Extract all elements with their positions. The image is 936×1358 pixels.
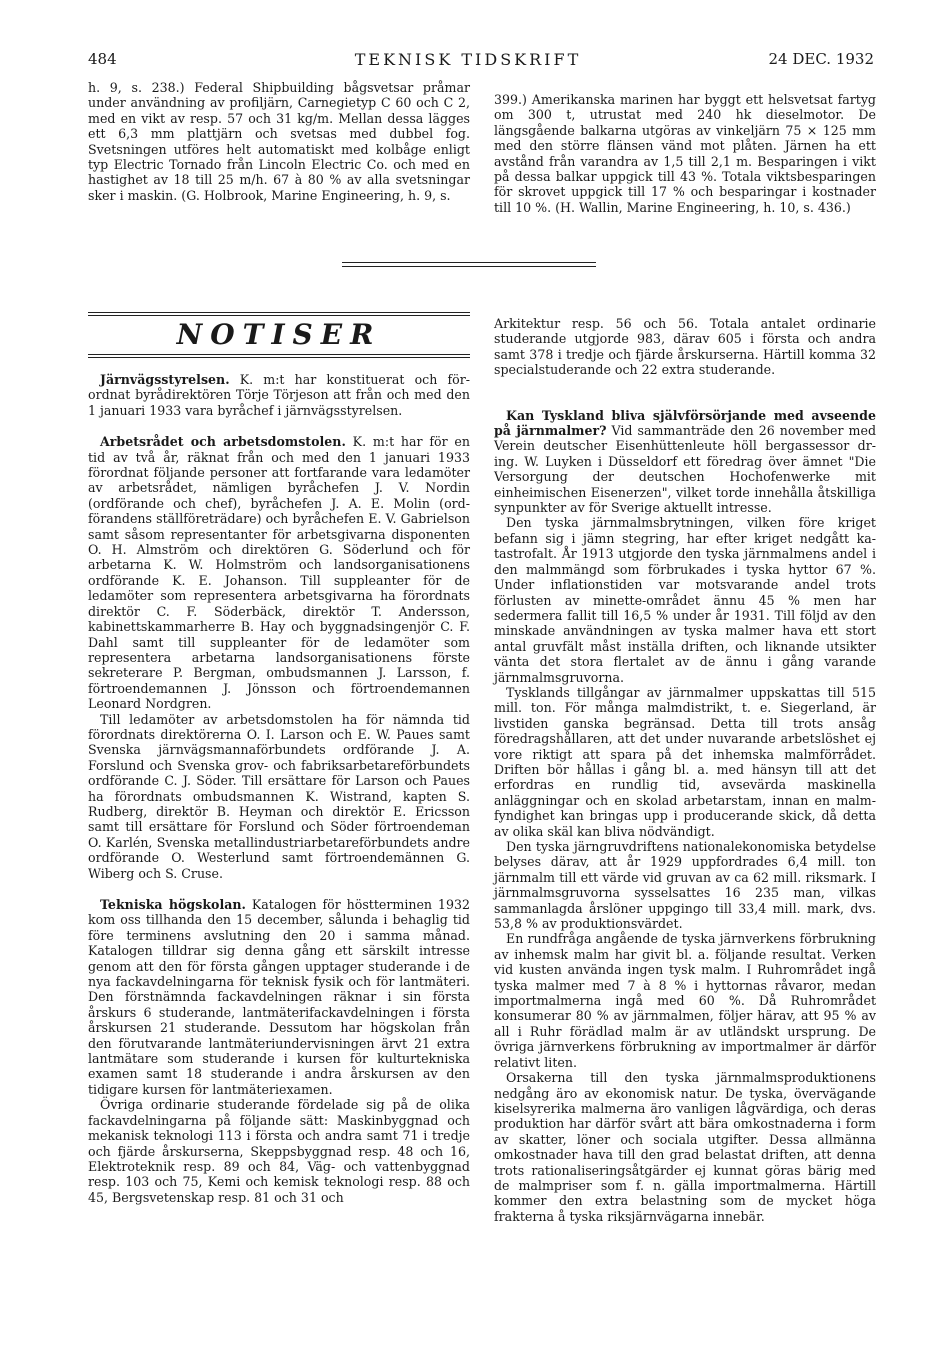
article-divider — [342, 266, 596, 267]
section-heading: NOTISER — [176, 318, 382, 351]
paragraph: En rundfråga angående de tyska järnverkens förbrukning av inhemsk malm har givit bl. a. följande resultat. Verken vid kusten använda ingen tysk malm. I Ruhrområdet ingå tyska malmer med 7 à 8 % i hyttornas råvaror, medan importmalmerna ingå med 60 %. Då Ruhrområdet konsumerar 80 % av järnmalmen, följer härav, att 95 % av all i Ruhr förädlad malm är av utländskt ursprung. De övriga järnverkens förbrukning av importmalmer är därför relativt liten. — [494, 931, 876, 1070]
section-rule — [88, 312, 470, 313]
paragraph: Den tyska järngruvdriftens nationalekonomiska betydelse belyses därav, att år 1929 uppfordrades 6,4 mill. ton järnmalm till ett värde vid gruvan av ca 62 mill. riksmark. I järnmalmsgruvorna sysselsattes 16 235 man, vilkas sammanlagda årslöner uppgingo till 33,4 mill. mark, dvs. 53,8 % av produktionsvärdet. — [494, 839, 876, 932]
notice-tyskland — [494, 408, 876, 516]
article-continuation-left — [88, 80, 470, 203]
paragraph: Tysklands tillgångar av järnmalmer uppskattas till 515 mill. ton. För många malmdistrikt, t. e. Siegerland, är livstiden ganska begränsad. Detta till trots ansåg föredragshållaren, att det under nuvarande arbetslöshet ej vore riktigt att spara på det inhemska malmförrådet. Driften bör hållas i gång bl. a. med hänsyn till att det erfordras en rundlig tid, avsevärda maskinella anläggningar och en skolad arbetarstam, innan en malmfyndighet kan bringas upp i producerande skick, då detta av olika skäl kan bliva nödvändigt. — [494, 684, 876, 839]
right-column — [494, 316, 876, 1224]
left-column — [88, 372, 470, 1205]
paragraph: Till ledamöter av arbetsdomstolen ha för nämnda tid förordnats direktörerna O. I. Larson och E. W. Paues samt Svenska järnvägsmannaförbundets ordförande J. A. Forslund och Svenska grov- och fabriksarbetareförbundets ordförande C. J. Söder. Till ersättare för Larson och Paues ha förordnats ombudsmannen K. Wistrand, kapten S. Rudberg, direktör B. Heyman och direktör E. Ericsson samt till ersättare för Forslund och Söder förtroendeman O. Karlén, Svenska metallindustriarbetareförbundets andre ordförande O. Westerlund samt förtroendemännen G. Wiberg och S. Cruse. — [88, 711, 470, 881]
article-divider — [342, 262, 596, 263]
section-rule — [88, 354, 470, 355]
paragraph: 399.) Amerikanska marinen har byggt ett helsvetsat fartyg om 300 t, utrustat med 240 hk dieselmotor. De längsgående balkarna utgöras av vinkeljärn 75 × 125 mm med den större flänsen vänd mot plåten. Järnen ha ett avstånd från varandra av 1,5 till 2,1 m. Besparingen i vikt på dessa balkar uppgick till 43 %. Totala viktsbesparingen för skrovet uppgick till 17 % och besparingar i kostnader till 10 %. (H. Wallin, Marine Engineering, h. 10, s. 436.) — [494, 92, 876, 215]
notice-arbetsradet — [88, 434, 470, 711]
issue-date: 24 DEC. 1932 — [768, 50, 874, 68]
notice-tekniska-hogskolan — [88, 897, 470, 1097]
article-continuation-right — [494, 92, 876, 215]
notice-text: K. m:t har för en tid av två år, räknat från och med den 1 januari 1933 förordnat följande personer att fortfarande vara ledamöter av arbetsrådet, nämligen byråchefen J. V. Nordin (ordförande och chef), byråchefen J. A. E. Molin (ordförandens ställföreträdare) och byråchefen E. V. Gabrielson samt såsom representanter för arbetsgivarna disponenten O. H. Almström och direktören G. Söderlund och för arbetarna K. W. Holmström och landsorganisationens ordförande K. E. Johanson. Till suppleanter för de ledamöter som representera arbetsgivarna ha förordnats direktör C. F. Söderbäck, direktör T. Andersson, kabinettskammarherre B. Hay och byggnadsingenjör C. F. Dahl samt till suppleanter för de ledamöter som representera arbetarna landsorganisationens förste sekreterare P. Bergman, ombudsmannen J. Larsson, f. förtroendemannen J. Jönsson och förtroendemannen Leonard Nordgren. — [88, 434, 470, 712]
paragraph: Arkitektur resp. 56 och 56. Totala antalet ordinarie studerande utgjorde 983, därav 605 i första och andra samt 378 i tredje och fjärde årskurserna. Härtill komma 32 specialstuderande och 22 extra studerande. — [494, 316, 876, 378]
notice-text: Vid sammanträde den 26 november med Verein deutscher Eisenhüttenleute höll bergassessor dr-ing. W. Luyken i Düsseldorf ett föredrag över ämnet "Die Versorgung der deutschen Hochofenwerke mit einheimischen Eisenerzen", vilket torde innehålla åtskilliga synpunkter av för Sverige aktuellt intresse. — [494, 423, 876, 516]
paragraph: h. 9, s. 238.) Federal Shipbuilding bågsvetsar pråmar under användning av profiljärn, Carnegietyp C 60 och C 2, med en vikt av resp. 57 och 31 kg/m. Mellan dessa lägges ett 6,3 mm plattjärn och svetsas med dubbel fog. Svetsningen utföres helt automatiskt med kolbåge enligt typ Electric Tornado från Lincoln Electric Co. och med en hastighet av 18 till 25 m/h. 67 à 80 % av alla svetsningar sker i maskin. (G. Holbrook, Marine Engineering, h. 9, s. — [88, 80, 470, 203]
journal-title: TEKNISK TIDSKRIFT — [354, 50, 582, 69]
notice-jarnvagsstyrelsen — [88, 372, 470, 418]
paragraph: Orsakerna till den tyska järnmalmsproduktionens nedgång äro av ekonomisk natur. De tyska, övervägande kiselsyrerika malmerna äro vanligen lågvärdiga, och deras produktion har därför svårt att bära omkostnaderna i form av skatter, löner och sociala utgifter. Dessa allmänna omkostnader hava till den grad belastat driften, att denna trots rationaliseringsåtgärder ej kunnat göras bärig med de malmpriser som f. n. gälla importmalmerna. Härtill kommer den extra belastning som de mycket höga frakterna å tyska riksjärnvägarna innebär. — [494, 1070, 876, 1224]
notice-heading: Tekniska högskolan. — [100, 897, 246, 912]
notice-heading: Kan Tyskland bliva självförsörjande med avseende på järnmalmer? — [494, 407, 876, 439]
notice-text: K. m:t har konstituerat och förordnat byrådirektören Törje Törjeson att från och med den 1 januari 1933 vara byråchef i järnvägsstyrelsen. — [88, 372, 470, 418]
notice-text: Katalogen för höstterminen 1932 kom oss tillhanda den 15 december, sålunda i behaglig tid före terminens avslutning den 20 i samma månad. Katalogen tilldrar sig denna gång ett särskilt intresse genom att den för första gången upptager studerande i de nya fackavdelningarna för teknisk fysik och för lantmäteri. Den förstnämnda fackavdelningen räknar i sin första årskurs 6 studerande, lantmäterifackavdelningen i första årskursen 21 studerande. Dessutom har högskolan från den förutvarande lantmäteriundervisningen ärvt 21 extra lantmätare som studerande i kursen för kulturtekniska examen samt 18 studerande i andra årskursen av den tidigare kursen för lantmäteriexamen. — [88, 897, 470, 1097]
page-number: 484 — [88, 50, 117, 68]
section-rule — [88, 315, 470, 316]
section-rule — [88, 357, 470, 358]
paragraph: Övriga ordinarie studerande fördelade sig på de olika fackavdelningarna på följande sätt: Maskinbyggnad och mekanisk teknologi 113 i första och andra samt 71 i tredje och fjärde årskurserna, Skeppsbyggnad resp. 48 och 16, Elektroteknik resp. 89 och 84, Väg- och vattenbyggnad resp. 103 och 75, Kemi och kemisk teknologi resp. 88 och 45, Bergsvetenskap resp. 81 och 31 och — [88, 1097, 470, 1205]
notice-heading: Arbetsrådet och arbetsdomstolen. — [100, 434, 346, 450]
notice-heading: Järnvägsstyrelsen. — [100, 372, 230, 387]
paragraph: Den tyska järnmalmsbrytningen, vilken före kriget befann sig i jämn stegring, har efter kriget nedgått katastrofalt. År 1913 utgjorde den tyska järnmalmens andel i den malmmängd som förbrukades i tyska hyttor 67 %. Under inflationstiden var motsvarande andel trots förlusten av minette-området ännu 45 % men har sedermera fallit till 16,5 % under år 1931. Till följd av den minskade användningen av tyska malmer hava ett stort antal gruvfält måst inställa driften, och liknande utsikter vänta det stora flertalet av de ännu i gång varande järnmalmsgruvorna. — [494, 515, 876, 685]
